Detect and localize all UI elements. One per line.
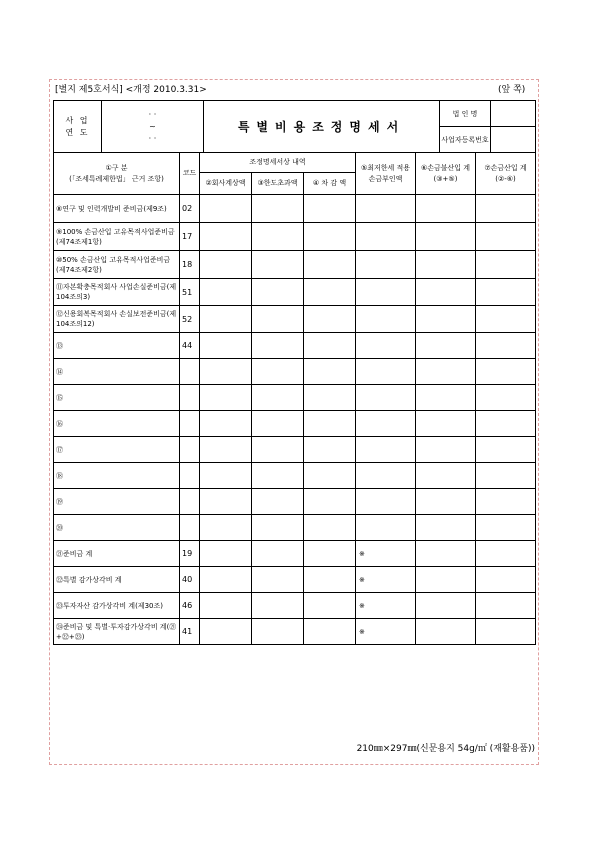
cell-nondeductible[interactable] — [416, 223, 476, 251]
cell-limit-excess[interactable] — [252, 359, 304, 385]
note-mark — [356, 368, 359, 376]
cell-company-amount[interactable] — [200, 541, 252, 567]
biz-no-row — [440, 127, 536, 153]
business-period[interactable]: · · ~ · · — [102, 101, 204, 153]
cell-nondeductible[interactable] — [416, 385, 476, 411]
note-mark — [356, 394, 359, 402]
cell-limit-excess[interactable] — [252, 567, 304, 593]
row-label: ⑲ — [54, 489, 180, 515]
table-row — [54, 251, 536, 279]
table-row — [54, 385, 536, 411]
cell-nondeductible[interactable] — [416, 279, 476, 306]
cell-min-tax[interactable] — [356, 463, 416, 489]
note-mark — [356, 524, 359, 532]
cell-nondeductible[interactable] — [416, 593, 476, 619]
row-label: ⑯ — [54, 411, 180, 437]
business-year-label: 사 업 연 도 — [54, 101, 102, 153]
cell-difference[interactable] — [304, 489, 356, 515]
cell-nondeductible[interactable] — [416, 333, 476, 359]
cell-nondeductible[interactable] — [416, 195, 476, 223]
row-label: ⑧연구 및 인력개발비 준비금(제9조) — [54, 195, 180, 223]
cell-deductible[interactable] — [476, 593, 536, 619]
cell-deductible[interactable] — [476, 195, 536, 223]
cell-deductible[interactable] — [476, 541, 536, 567]
cell-nondeductible[interactable] — [416, 437, 476, 463]
cell-deductible[interactable] — [476, 515, 536, 541]
cell-deductible[interactable] — [476, 411, 536, 437]
row-label: ㉓투자자산 감가상각비 계(제30조) — [54, 593, 180, 619]
cell-limit-excess[interactable] — [252, 515, 304, 541]
cell-company-amount[interactable] — [200, 195, 252, 223]
cell-deductible[interactable] — [476, 251, 536, 279]
cell-difference[interactable] — [304, 567, 356, 593]
cell-min-tax[interactable] — [356, 411, 416, 437]
row-code: 46 — [180, 593, 200, 619]
cell-company-amount[interactable] — [200, 437, 252, 463]
cell-min-tax[interactable] — [356, 619, 416, 645]
cell-deductible[interactable] — [476, 489, 536, 515]
row-code: 02 — [180, 195, 200, 223]
biz-no-label: 사업자등록번호 — [440, 127, 491, 152]
cell-limit-excess[interactable] — [252, 463, 304, 489]
cell-difference[interactable] — [304, 223, 356, 251]
cell-difference[interactable] — [304, 385, 356, 411]
cell-min-tax[interactable] — [356, 515, 416, 541]
biz-no-field[interactable] — [491, 127, 535, 152]
cell-difference[interactable] — [304, 279, 356, 306]
cell-nondeductible[interactable] — [416, 306, 476, 333]
cell-company-amount[interactable] — [200, 385, 252, 411]
cell-nondeductible[interactable] — [416, 619, 476, 645]
cell-deductible[interactable] — [476, 223, 536, 251]
cell-nondeductible[interactable] — [416, 541, 476, 567]
form-number: [별지 제5호서식] <개정 2010.3.31> — [55, 85, 207, 95]
note-mark — [356, 420, 359, 428]
cell-company-amount[interactable] — [200, 515, 252, 541]
note-mark — [356, 498, 359, 506]
cell-nondeductible[interactable] — [416, 489, 476, 515]
row-code: 41 — [180, 619, 200, 645]
col-difference-header: ④ 차 감 액 — [304, 173, 356, 195]
cell-difference[interactable] — [304, 306, 356, 333]
row-code: 18 — [180, 251, 200, 279]
cell-min-tax[interactable] — [356, 489, 416, 515]
cell-nondeductible[interactable] — [416, 515, 476, 541]
cell-difference[interactable] — [304, 411, 356, 437]
row-code — [180, 463, 200, 489]
cell-min-tax[interactable] — [356, 541, 416, 567]
corp-name-label: 법 인 명 — [440, 101, 491, 126]
table-row — [54, 593, 536, 619]
table-row — [54, 437, 536, 463]
col-limit-excess-header: ③한도초과액 — [252, 173, 304, 195]
cell-limit-excess[interactable] — [252, 223, 304, 251]
col-deductible-header: ⑦손금산입 계 (②-⑥) — [476, 153, 536, 195]
col-nondeductible-header: ⑥손금불산입 계 (③+⑤) — [416, 153, 476, 195]
row-label: ⑰ — [54, 437, 180, 463]
row-label: ㉑준비금 계 — [54, 541, 180, 567]
cell-deductible[interactable] — [476, 437, 536, 463]
cell-min-tax[interactable] — [356, 437, 416, 463]
col-code-header: 코드 — [180, 153, 200, 195]
cell-difference[interactable] — [304, 359, 356, 385]
row-code — [180, 385, 200, 411]
cell-company-amount[interactable] — [200, 333, 252, 359]
corp-name-row — [440, 101, 536, 127]
table-row — [54, 567, 536, 593]
cell-difference[interactable] — [304, 251, 356, 279]
cell-limit-excess[interactable] — [252, 489, 304, 515]
table-row — [54, 515, 536, 541]
cell-deductible[interactable] — [476, 619, 536, 645]
table-row — [54, 489, 536, 515]
row-code: 52 — [180, 306, 200, 333]
cell-difference[interactable] — [304, 541, 356, 567]
cell-min-tax[interactable] — [356, 567, 416, 593]
table-row — [54, 359, 536, 385]
row-label: ⑪자본확충목적회사 사업손실준비금(제104조의3) — [54, 279, 180, 306]
cell-deductible[interactable] — [476, 279, 536, 306]
cell-nondeductible[interactable] — [416, 411, 476, 437]
cell-limit-excess[interactable] — [252, 195, 304, 223]
cell-limit-excess[interactable] — [252, 279, 304, 306]
row-code: 40 — [180, 567, 200, 593]
cell-deductible[interactable] — [476, 567, 536, 593]
corp-name-field[interactable] — [491, 101, 535, 126]
cell-min-tax[interactable] — [356, 251, 416, 279]
row-label: ⑭ — [54, 359, 180, 385]
cell-min-tax[interactable] — [356, 195, 416, 223]
cell-company-amount[interactable] — [200, 463, 252, 489]
row-code — [180, 489, 200, 515]
table-row — [54, 306, 536, 333]
cell-nondeductible[interactable] — [416, 463, 476, 489]
note-mark: ※ — [359, 575, 365, 584]
cell-min-tax[interactable] — [356, 279, 416, 306]
row-label: ㉔준비금 및 특별·투자감가상각비 계(㉑+㉒+㉓) — [54, 619, 180, 645]
cell-deductible[interactable] — [476, 333, 536, 359]
cell-company-amount[interactable] — [200, 619, 252, 645]
row-label: ⑨100% 손금산입 고유목적사업준비금(제74조제1항) — [54, 223, 180, 251]
cell-company-amount[interactable] — [200, 359, 252, 385]
row-code — [180, 437, 200, 463]
cell-min-tax[interactable] — [356, 385, 416, 411]
note-mark — [356, 315, 359, 323]
cell-company-amount[interactable] — [200, 306, 252, 333]
header-table — [53, 100, 536, 153]
note-mark — [356, 261, 359, 269]
row-code — [180, 411, 200, 437]
row-code — [180, 359, 200, 385]
cell-limit-excess[interactable] — [252, 619, 304, 645]
col-min-tax-header: ⑤최저한세 적용 손금부인액 — [356, 153, 416, 195]
note-mark — [356, 205, 359, 213]
cell-limit-excess[interactable] — [252, 333, 304, 359]
cell-company-amount[interactable] — [200, 223, 252, 251]
cell-nondeductible[interactable] — [416, 567, 476, 593]
row-label: ⑮ — [54, 385, 180, 411]
cell-deductible[interactable] — [476, 385, 536, 411]
table-row — [54, 195, 536, 223]
cell-limit-excess[interactable] — [252, 437, 304, 463]
table-row — [54, 333, 536, 359]
row-code: 44 — [180, 333, 200, 359]
cell-min-tax[interactable] — [356, 306, 416, 333]
note-mark — [356, 288, 359, 296]
note-mark — [356, 342, 359, 350]
row-code: 51 — [180, 279, 200, 306]
cell-company-amount[interactable] — [200, 593, 252, 619]
cell-difference[interactable] — [304, 437, 356, 463]
row-label: ㉒특별 감가상각비 계 — [54, 567, 180, 593]
paper-spec: 210㎜×297㎜(신문용지 54g/㎡ (재활용품)) — [356, 744, 535, 754]
note-mark — [356, 446, 359, 454]
note-mark: ※ — [359, 601, 365, 610]
note-mark: ※ — [359, 549, 365, 558]
cell-limit-excess[interactable] — [252, 541, 304, 567]
row-code: 19 — [180, 541, 200, 567]
row-label: ⑬ — [54, 333, 180, 359]
cell-nondeductible[interactable] — [416, 251, 476, 279]
cell-company-amount[interactable] — [200, 251, 252, 279]
row-label: ⑳ — [54, 515, 180, 541]
table-row — [54, 223, 536, 251]
cell-min-tax[interactable] — [356, 359, 416, 385]
table-row — [54, 279, 536, 306]
table-row — [54, 619, 536, 645]
cell-difference[interactable] — [304, 463, 356, 489]
note-mark: ※ — [359, 627, 365, 636]
cell-limit-excess[interactable] — [252, 593, 304, 619]
cell-difference[interactable] — [304, 593, 356, 619]
note-mark — [356, 472, 359, 480]
cell-deductible[interactable] — [476, 306, 536, 333]
adjustment-table — [53, 152, 536, 645]
row-code — [180, 515, 200, 541]
row-code: 17 — [180, 223, 200, 251]
row-label: ⑱ — [54, 463, 180, 489]
cell-deductible[interactable] — [476, 359, 536, 385]
cell-min-tax[interactable] — [356, 223, 416, 251]
note-mark — [356, 233, 359, 241]
cell-min-tax[interactable] — [356, 593, 416, 619]
cell-limit-excess[interactable] — [252, 411, 304, 437]
table-row — [54, 411, 536, 437]
cell-limit-excess[interactable] — [252, 385, 304, 411]
page-side: (앞 쪽) — [498, 85, 526, 95]
row-label: ⑩50% 손금산입 고유목적사업준비금(제74조제2항) — [54, 251, 180, 279]
cell-company-amount[interactable] — [200, 411, 252, 437]
cell-difference[interactable] — [304, 195, 356, 223]
cell-difference[interactable] — [304, 333, 356, 359]
cell-company-amount[interactable] — [200, 489, 252, 515]
col-group-header: 조정명세서상 내역 — [200, 153, 356, 173]
cell-company-amount[interactable] — [200, 567, 252, 593]
cell-nondeductible[interactable] — [416, 359, 476, 385]
col-company-amount-header: ②회사계상액 — [200, 173, 252, 195]
row-label: ⑫신용회복목적회사 손실보전준비금(제104조의12) — [54, 306, 180, 333]
table-row — [54, 463, 536, 489]
table-row — [54, 541, 536, 567]
cell-limit-excess[interactable] — [252, 251, 304, 279]
cell-limit-excess[interactable] — [252, 306, 304, 333]
cell-company-amount[interactable] — [200, 279, 252, 306]
cell-difference[interactable] — [304, 515, 356, 541]
col-category-header: ①구 분 (「조세특례제한법」 근거 조항) — [54, 153, 180, 195]
cell-min-tax[interactable] — [356, 333, 416, 359]
cell-difference[interactable] — [304, 619, 356, 645]
form-title: 특별비용조정명세서 — [204, 101, 440, 153]
cell-deductible[interactable] — [476, 463, 536, 489]
